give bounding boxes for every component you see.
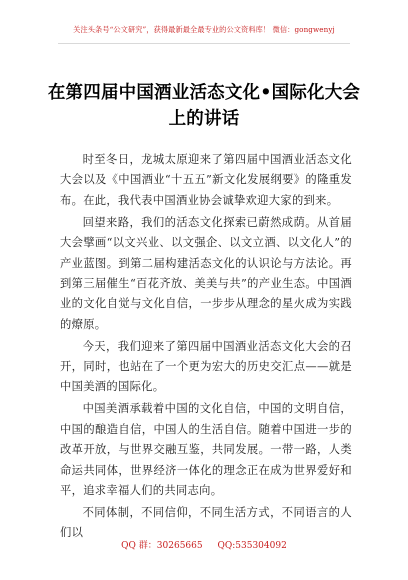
title-line-1: 在第四届中国酒业活态文化•国际化大会 — [47, 83, 361, 103]
header-divider — [58, 43, 350, 44]
document-body — [60, 150, 352, 545]
paragraph: 中国美酒承载着中国的文化自信，中国的文明自信，中国的酿造自信，中国人的生活自信。随着中国进一步的改革开放，与世界交融互鉴，共同发展。一带一路，人类命运共同体，世界经济一体化的理念正在成为世界爱好和平，追求幸福人们的共同志向。 — [60, 402, 352, 497]
paragraph: 不同体制，不同信仰，不同生活方式，不同语言的人们以 — [60, 505, 352, 540]
paragraph: 回望来路，我们的活态文化探索已蔚然成荫。从首届大会擘画“以文兴业、以文强企、以文立酒、以文化人”的产业蓝图。到第二届构建活态文化的认识论与方法论。再到第三届催生“百花齐放、美美与共”的产业生态。中国酒业的文化自觉与文化自信，一步步从理念的星火成为实践的燎原。 — [60, 215, 352, 331]
title-line-2: 上的讲话 — [168, 109, 240, 129]
footer-contact — [0, 538, 408, 551]
footer-qq-group: QQ 群：30265665 — [121, 541, 203, 551]
footer-qq-number: QQ:535304092 — [217, 541, 287, 551]
header-promo-note: 关注头条号“公文研究”，获得最新最全最专业的公文资料库！ 微信：gongwenyj — [73, 25, 335, 34]
paragraph: 今天，我们迎来了第四届中国酒业活态文化大会的召开，同时，也站在了一个更为宏大的历史交汇点——就是中国美酒的国际化。 — [60, 339, 352, 394]
paragraph: 时至冬日，龙城太原迎来了第四届中国酒业活态文化大会以及《中国酒业“十五五”新文化发展纲要》的隆重发布。在此，我代表中国酒业协会诚挚欢迎大家的到来。 — [60, 153, 352, 207]
document-title — [40, 80, 368, 132]
